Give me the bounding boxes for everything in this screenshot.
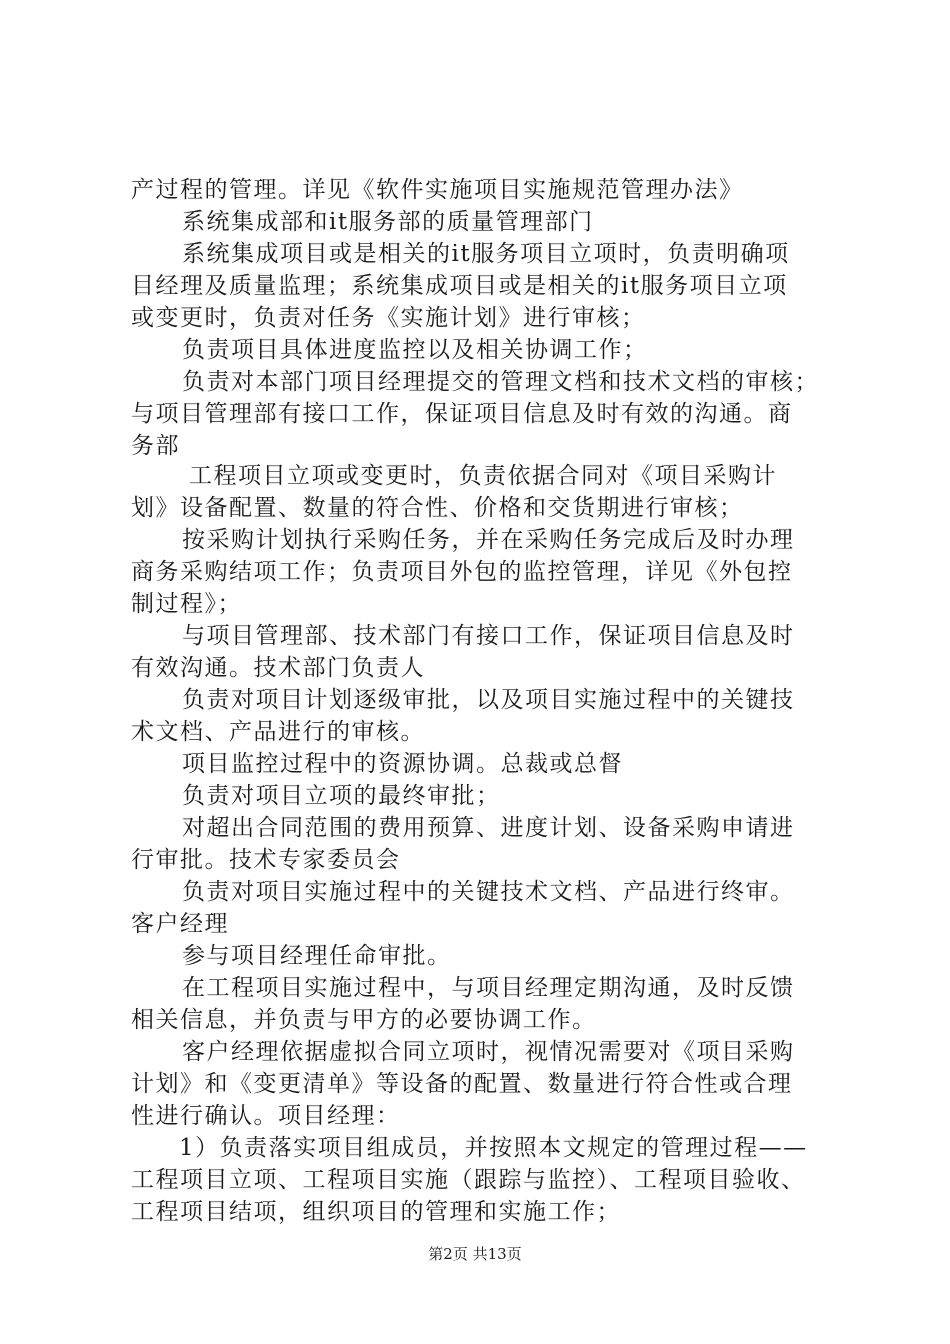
text-line: 负责对项目立项的最终审批；	[182, 783, 501, 809]
text-line: 性进行确认。项目经理：	[131, 1103, 401, 1129]
text-line: 与项目管理部有接口工作，保证项目信息及时有效的沟通。商	[131, 401, 793, 427]
text-line: 产过程的管理。详见《软件实施项目实施规范管理办法》	[131, 177, 744, 203]
text-line: 行审批。技术专家委员会	[131, 847, 401, 873]
page-number-footer: 第2页 共13页	[428, 1245, 522, 1263]
text-line: 或变更时，负责对任务《实施计划》进行审核；	[131, 305, 646, 331]
text-line: 对超出合同范围的费用预算、进度计划、设备采购申请进	[182, 815, 795, 841]
text-line: 相关信息，并负责与甲方的必要协调工作。	[131, 1007, 597, 1033]
text-line: 负责对本部门项目经理提交的管理文档和技术文档的审核；	[182, 369, 819, 395]
text-line: 务部	[131, 433, 180, 459]
text-line: 按采购计划执行采购任务，并在采购任务完成后及时办理	[182, 527, 795, 553]
text-line: 负责对项目计划逐级审批，以及项目实施过程中的关键技	[182, 687, 795, 713]
text-line: 系统集成项目或是相关的it服务项目立项时，负责明确项	[182, 241, 790, 267]
text-line: 商务采购结项工作；负责项目外包的监控管理，详见《外包控	[131, 559, 793, 585]
text-line: 项目监控过程中的资源协调。总裁或总督	[182, 751, 623, 777]
text-line: 计划》和《变更清单》等设备的配置、数量进行符合性或合理	[131, 1071, 793, 1097]
text-line: 术文档、产品进行的审核。	[131, 719, 425, 745]
text-line: 1）负责落实项目组成员，并按照本文规定的管理过程——	[179, 1135, 808, 1161]
text-line: 客户经理	[131, 911, 229, 937]
text-line: 工程项目立项或变更时，负责依据合同对《项目采购计	[189, 463, 777, 489]
text-line: 有效沟通。技术部门负责人	[131, 655, 425, 681]
text-line: 工程项目立项、工程项目实施（跟踪与监控）、工程项目验收、	[131, 1167, 806, 1193]
text-line: 目经理及质量监理；系统集成项目或是相关的it服务项目立项	[131, 273, 788, 299]
text-line: 与项目管理部、技术部门有接口工作，保证项目信息及时	[182, 623, 795, 649]
text-line: 参与项目经理任命审批。	[182, 943, 452, 969]
text-line: 负责对项目实施过程中的关键技术文档、产品进行终审。	[182, 879, 795, 905]
text-line: 划》设备配置、数量的符合性、价格和交货期进行审核；	[131, 495, 744, 521]
text-line: 在工程项目实施过程中，与项目经理定期沟通，及时反馈	[182, 975, 795, 1001]
text-line: 工程项目结项，组织项目的管理和实施工作；	[131, 1199, 621, 1225]
text-line: 系统集成部和it服务部的质量管理部门	[182, 209, 594, 235]
text-line: 负责项目具体进度监控以及相关协调工作；	[182, 337, 648, 363]
text-line: 客户经理依据虚拟合同立项时，视情况需要对《项目采购	[182, 1039, 795, 1065]
text-line: 制过程》；	[131, 591, 242, 617]
